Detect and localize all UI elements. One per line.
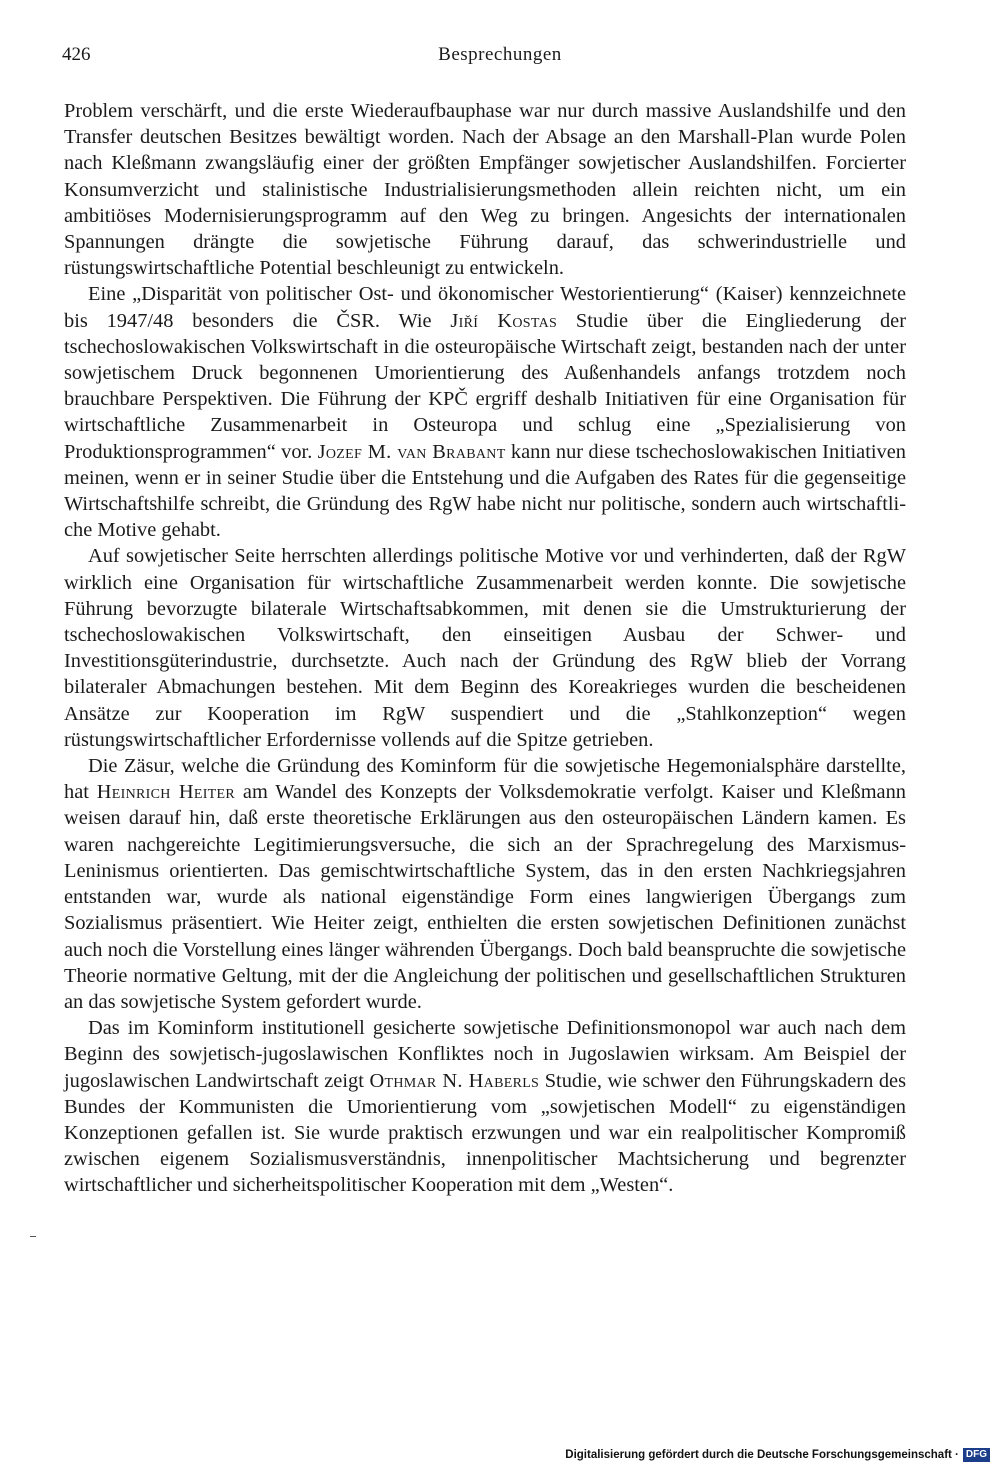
author-name: Jiří Kostas [450, 309, 558, 332]
paragraph-text: Das im Kominform institutionell gesicherte sowjetische Definitionsmonopol war auch nach dem Beginn des sowjetisch-jugoslawischen Konfliktes noch in Jugoslawien wirksam. Am Beispiel der jugoslawischen Landwirtschaft zeigt [64, 1017, 906, 1092]
paragraph-text: Die Zäsur, welche die Gründung des Kominform für die sowjetische Hegemonialsphäre darstellte, hat [64, 755, 906, 804]
author-name: Heinrich Heiter [96, 781, 236, 804]
paragraph-text: am Wandel des Konzepts der Volksdemokratie verfolgt. Kaiser und Kleßmann weisen darauf hin, daß erste theoretische Erklärungen aus den osteuropäischen Ländern kamen. Es waren nachgereichte Legitimierungsversuche, die sich an der Sprachregelung des Marxismus-Leninismus orientierten. Das gemischtwirtschaftliche System, das in den ersten Nachkriegsjahren entstanden war, wurde als national eigenständige Form eines langwierigen Übergangs zum Sozialismus präsentiert. Wie Heiter zeigt, enthielten die ersten sowjetischen Definitionen zunächst auch noch die Vorstellung eines länger währenden Übergangs. Doch bald beanspruchte die sowjetische Theorie normative Geltung, mit der die Angleichung der politischen und gesellschaftlichen Strukturen an das sowjetische System gefordert wurde. [64, 781, 906, 1013]
paragraph-text: kann nur diese tschechoslowakischen Initiativen meinen, wenn er in seiner Studie über die Entstehung und die Aufgaben des Rates für die gegenseitige Wirtschaftshilfe schreibt, die Gründung des RgW habe nicht nur politische, sondern auch wirtschaftliche Motive gehabt. [64, 440, 906, 542]
page-number: 426 [62, 44, 91, 65]
footer-credit [565, 1448, 990, 1462]
dfg-logo: DFG [963, 1448, 990, 1462]
paragraph [64, 543, 906, 753]
paragraph [64, 281, 906, 543]
paragraph-text: Auf sowjetischer Seite herrschten allerdings politische Motive vor und verhinderten, daß der RgW wirklich eine Organisation für wirtschaftliche Zusammenarbeit werden konnte. Die sowjetische Führung bevorzugte bilaterale Wirtschaftsabkommen, mit denen sie die Umstrukturierung der tschechoslowakischen Volkswirtschaft, den einseitigen Ausbau der Schwer- und Investitionsgüterindustrie, durchsetzte. Auch nach der Gründung des RgW blieb der Vorrang bilateraler Abmachungen bestehen. Mit dem Beginn des Koreakrieges wurden die bescheidenen Ansätze zur Kooperation im RgW suspendiert und die „Stahlkonzeption“ wegen rüstungswirtschaftlicher Erfordernisse vollends auf die Spitze getrieben. [64, 545, 906, 751]
paragraph-text: Problem verschärft, und die erste Wiederaufbauphase war nur durch massive Auslandshilfe und den Transfer deutschen Besitzes bewältigt worden. Nach der Absage an den Marshall-Plan wurde Polen nach Kleßmann zwangsläufig einer der größten Empfänger sowjetischer Auslandshilfen. Forcierter Konsumverzicht und stalinistische Industrialisierungsmethoden allein reichten nicht, um ein ambitiöses Modernisierungsprogramm auf den Weg zu bringen. Angesichts der internationalen Spannungen drängte die sowjetische Führung darauf, das schwerindustrielle und rüstungswirtschaftliche Potential beschleunigt zu entwickeln. [64, 100, 906, 280]
running-head: Besprechungen [438, 44, 562, 65]
paragraph-text: Studie über die Eingliederung der tschechoslowakischen Volkswirtschaft in die osteuropäische Wirtschaft zeigt, bestanden nach der unter sowjetischem Druck begonnenen Umorientierung des Außenhandels anfangs trotzdem noch brauchbare Perspektiven. Die Führung der KPČ ergriff deshalb Initiativen für eine Organisation für wirtschaftliche Zusammenarbeit in Osteuropa und schlug eine „Spezialisierung von Produktionsprogrammen“ vor. [64, 309, 906, 463]
paragraph-text: Eine „Disparität von politischer Ost- und ökonomischer Westorientierung“ (Kaiser) kennzeichnete bis 1947/48 besonders die ČSR. Wie [64, 283, 906, 332]
paragraph [64, 1015, 906, 1198]
author-name: Jozef M. van Brabant [317, 440, 506, 463]
paragraph-text: Studie, wie schwer den Führungskadern des Bundes der Kommunisten die Umorientierung vom „sowjetischen Modell“ zu eigenständigen Konzeptionen gefallen ist. Sie wurde praktisch erzwungen und war ein realpolitischer Kompromiß zwischen eigenem Sozialismusverständnis, innenpolitischer Machtsicherung und begrenzter wirtschaftlicher und sicherheitspolitischer Kooperation mit dem „Westen“. [64, 1069, 906, 1197]
article-body [64, 98, 906, 1199]
margin-mark [30, 1236, 36, 1237]
author-name: Othmar N. Haberls [369, 1069, 540, 1092]
footer-credit-text: Digitalisierung gefördert durch die Deutsche Forschungsgemeinschaft · [565, 1449, 959, 1461]
paragraph [64, 98, 906, 281]
paragraph [64, 753, 906, 1015]
